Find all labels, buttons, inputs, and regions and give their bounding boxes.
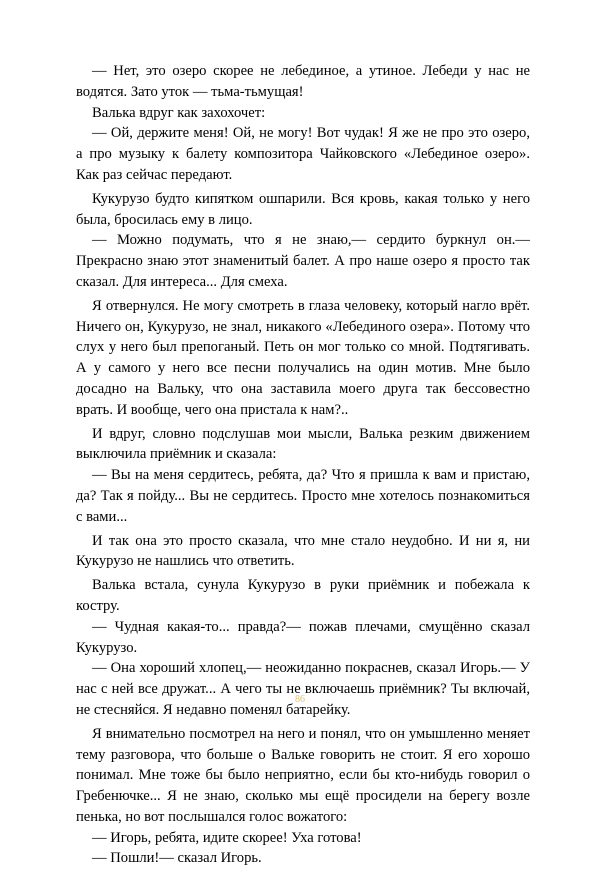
paragraph: — Вы на меня сердитесь, ребята, да? Что я пришла к вам и пристаю, да? Так я пойду... Вы не сердитесь. Просто мне хотелось познакомиться с вами... <box>76 467 530 525</box>
paragraph: — Можно подумать, что я не знаю,— сердито буркнул он.— Прекрасно знаю этот знаменитый балет. А про наше озеро я просто так сказал. Для интереса... Для смеха. <box>76 232 530 290</box>
paragraph: Я отвернулся. Не могу смотреть в глаза человеку, который нагло врёт. Ничего он, Кукурузо, не знал, никакого «Лебединого озера». Потому что слух у него был препоганый. Петь он мог только со мной. Подтягивать. А у самого у него все песни получались на один мотив. Мне было досадно на Вальку, что она заставила моего друга так бессовестно врать. И вообще, чего она пристала к нам?.. <box>76 297 530 418</box>
paragraph: — Пошли!— сказал Игорь. <box>92 850 262 867</box>
paragraph: — Чудная какая-то... правда?— пожав плечами, смущённо сказал Кукурузо. <box>76 618 530 656</box>
paragraph: — Ой, держите меня! Ой, не могу! Вот чудак! Я же не про это озеро, а про музыку к балету композитора Чайковского «Лебединое озеро». Как раз сейчас передают. <box>76 125 530 183</box>
paragraph: Я внимательно посмотрел на него и понял, что он умышленно меняет тему разговора, что больше о Вальке говорить не стоит. Я его хорошо понимал. Мне тоже бы было неприятно, если бы кто-нибудь говорил о Гребенючке... Я не знаю, сколько мы ещё просидели на берегу возле пенька, но вот послышался голос вожатого: <box>76 725 530 825</box>
paragraph: И вдруг, словно подслушав мои мысли, Валька резким движением выключила приёмник и сказала: <box>76 425 530 463</box>
paragraph: И так она это просто сказала, что мне стало неудобно. И ни я, ни Кукурузо не нашлись что ответить. <box>76 532 530 570</box>
page-number: 86 <box>295 694 305 705</box>
paragraph: Кукурузо будто кипятком ошпарили. Вся кровь, какая только у него была, бросилась ему в лицо. <box>76 190 530 228</box>
paragraph: — Она хороший хлопец,— неожиданно покраснев, сказал Игорь.— У нас с ней все дружат... А чего ты не включаешь приёмник? Ты включай, не стесняйся. Я недавно поменял батарейку. <box>76 660 530 718</box>
paragraph: Валька вдруг как захохочет: <box>92 104 266 121</box>
page-text <box>76 61 530 869</box>
paragraph: — Нет, это озеро скорее не лебединое, а утиное. Лебеди у нас не водятся. Зато уток — тьма-тьмущая! <box>76 63 530 100</box>
paragraph: — Игорь, ребята, идите скорее! Уха готова! <box>92 829 362 846</box>
paragraph: Валька встала, сунула Кукурузо в руки приёмник и побежала к костру. <box>76 577 530 614</box>
